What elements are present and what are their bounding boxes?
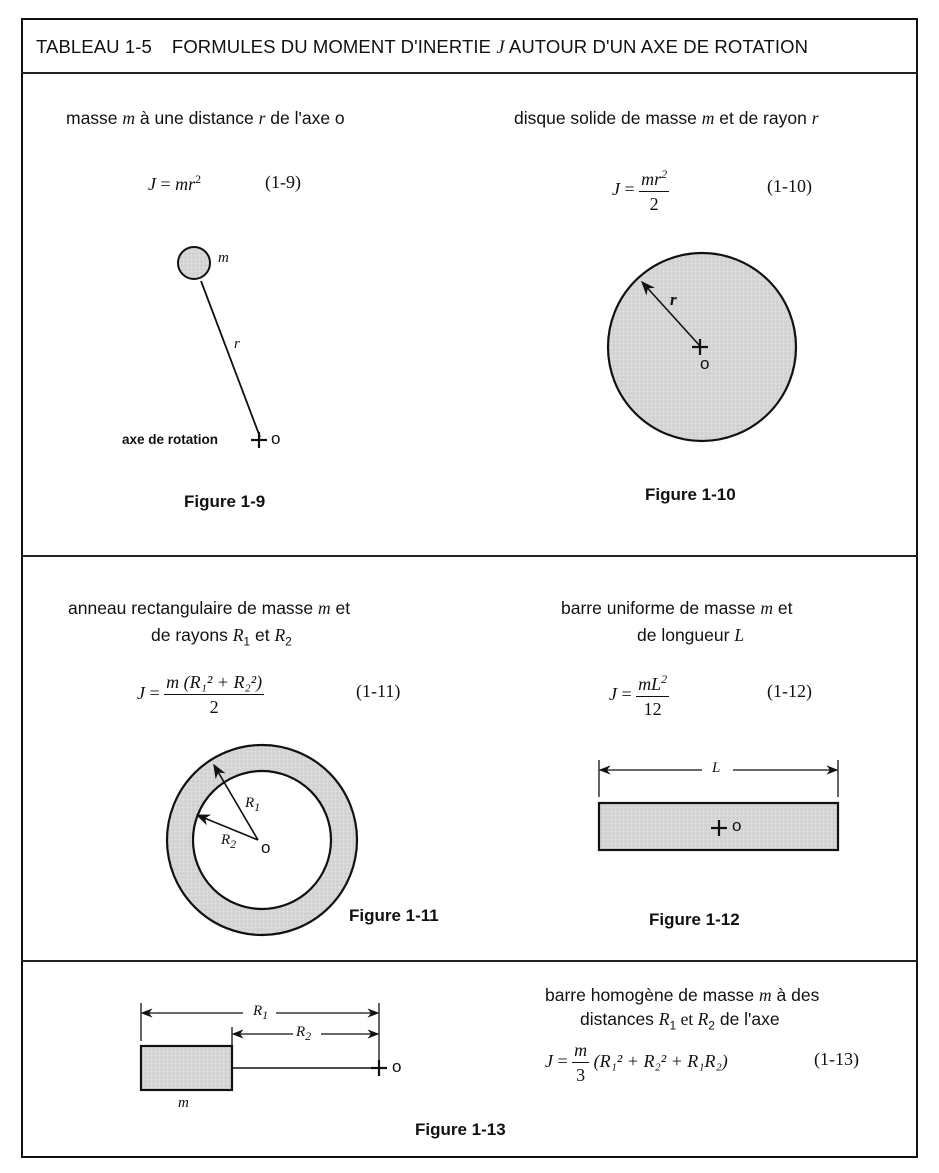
label-radius-r: r [670,290,677,309]
label-length-l: L [712,760,721,776]
label-axis-rotation: axe de rotation [122,432,219,447]
label-r1: $R_1$ [245,795,261,814]
figure-1-9-diagram [178,247,267,448]
formula-1-13: J = $\frac{m}{3}$ (R₁² + R₂² + R₁R₂) [545,1040,728,1085]
figure-1-10-diagram [608,253,796,441]
equation-number-1-13: (1-13) [814,1049,859,1069]
table-number: TABLEAU 1-5 [36,36,152,57]
figure-caption-1-9: Figure 1-9 [184,492,266,511]
label-mass-m: m [218,250,229,266]
label-r2: $R_2$ [296,1024,312,1043]
label-origin-o: o [392,1057,402,1076]
description-1-11-line1: anneau rectangulaire de masse m et [68,598,351,618]
formula-1-10: J = $\frac{mr^2}{2}$ [612,167,668,214]
label-radius-r: r [234,336,240,352]
homogeneous-bar [141,1046,232,1090]
formula-1-11: J = $\frac{\text{m (R₁² + R₂²)}}{2}$ [137,672,263,717]
equation-number-1-10: (1-10) [767,176,812,196]
description-1-13-line2: distances $R_1$ et $R_2$ de l'axe [580,1009,780,1033]
equation-number-1-12: (1-12) [767,681,812,701]
title-text-2: AUTOUR D'UN AXE DE ROTATION [508,36,809,57]
label-r2: $R_2$ [221,832,237,851]
figure-caption-1-11: Figure 1-11 [349,906,439,925]
title-text-1: FORMULES DU MOMENT D'INERTIE [171,36,492,57]
label-origin-o: o [271,429,281,448]
label-mass-m: m [178,1095,189,1111]
description-1-9: masse m à une distance r de l'axe o [66,108,345,128]
equation-number-1-9: (1-9) [265,172,301,192]
formula-1-9: $J = mr^2$ [148,172,202,194]
description-1-13-line1: barre homogène de masse m à des [545,985,820,1005]
figure-caption-1-10: Figure 1-10 [645,485,736,504]
label-r1: $R_1$ [253,1003,269,1022]
description-1-10: disque solide de masse m et de rayon r [514,108,819,128]
description-1-12-line1: barre uniforme de masse m et [561,598,793,618]
point-mass [178,247,210,279]
label-origin-o: o [700,354,710,373]
figure-caption-1-13: Figure 1-13 [415,1120,506,1139]
radius-line [201,281,260,437]
figure-caption-1-12: Figure 1-12 [649,910,740,929]
label-origin-o: o [261,838,271,857]
description-1-11-line2: de rayons $R_1$ et $R_2$ [151,625,292,649]
title-var-j: J [496,38,505,58]
equation-number-1-11: (1-11) [356,681,401,701]
formula-1-12: J = $\frac{mL^2}{12}$ [609,672,668,719]
description-1-12-line2: de longueur L [637,625,745,645]
label-origin-o: o [732,816,742,835]
